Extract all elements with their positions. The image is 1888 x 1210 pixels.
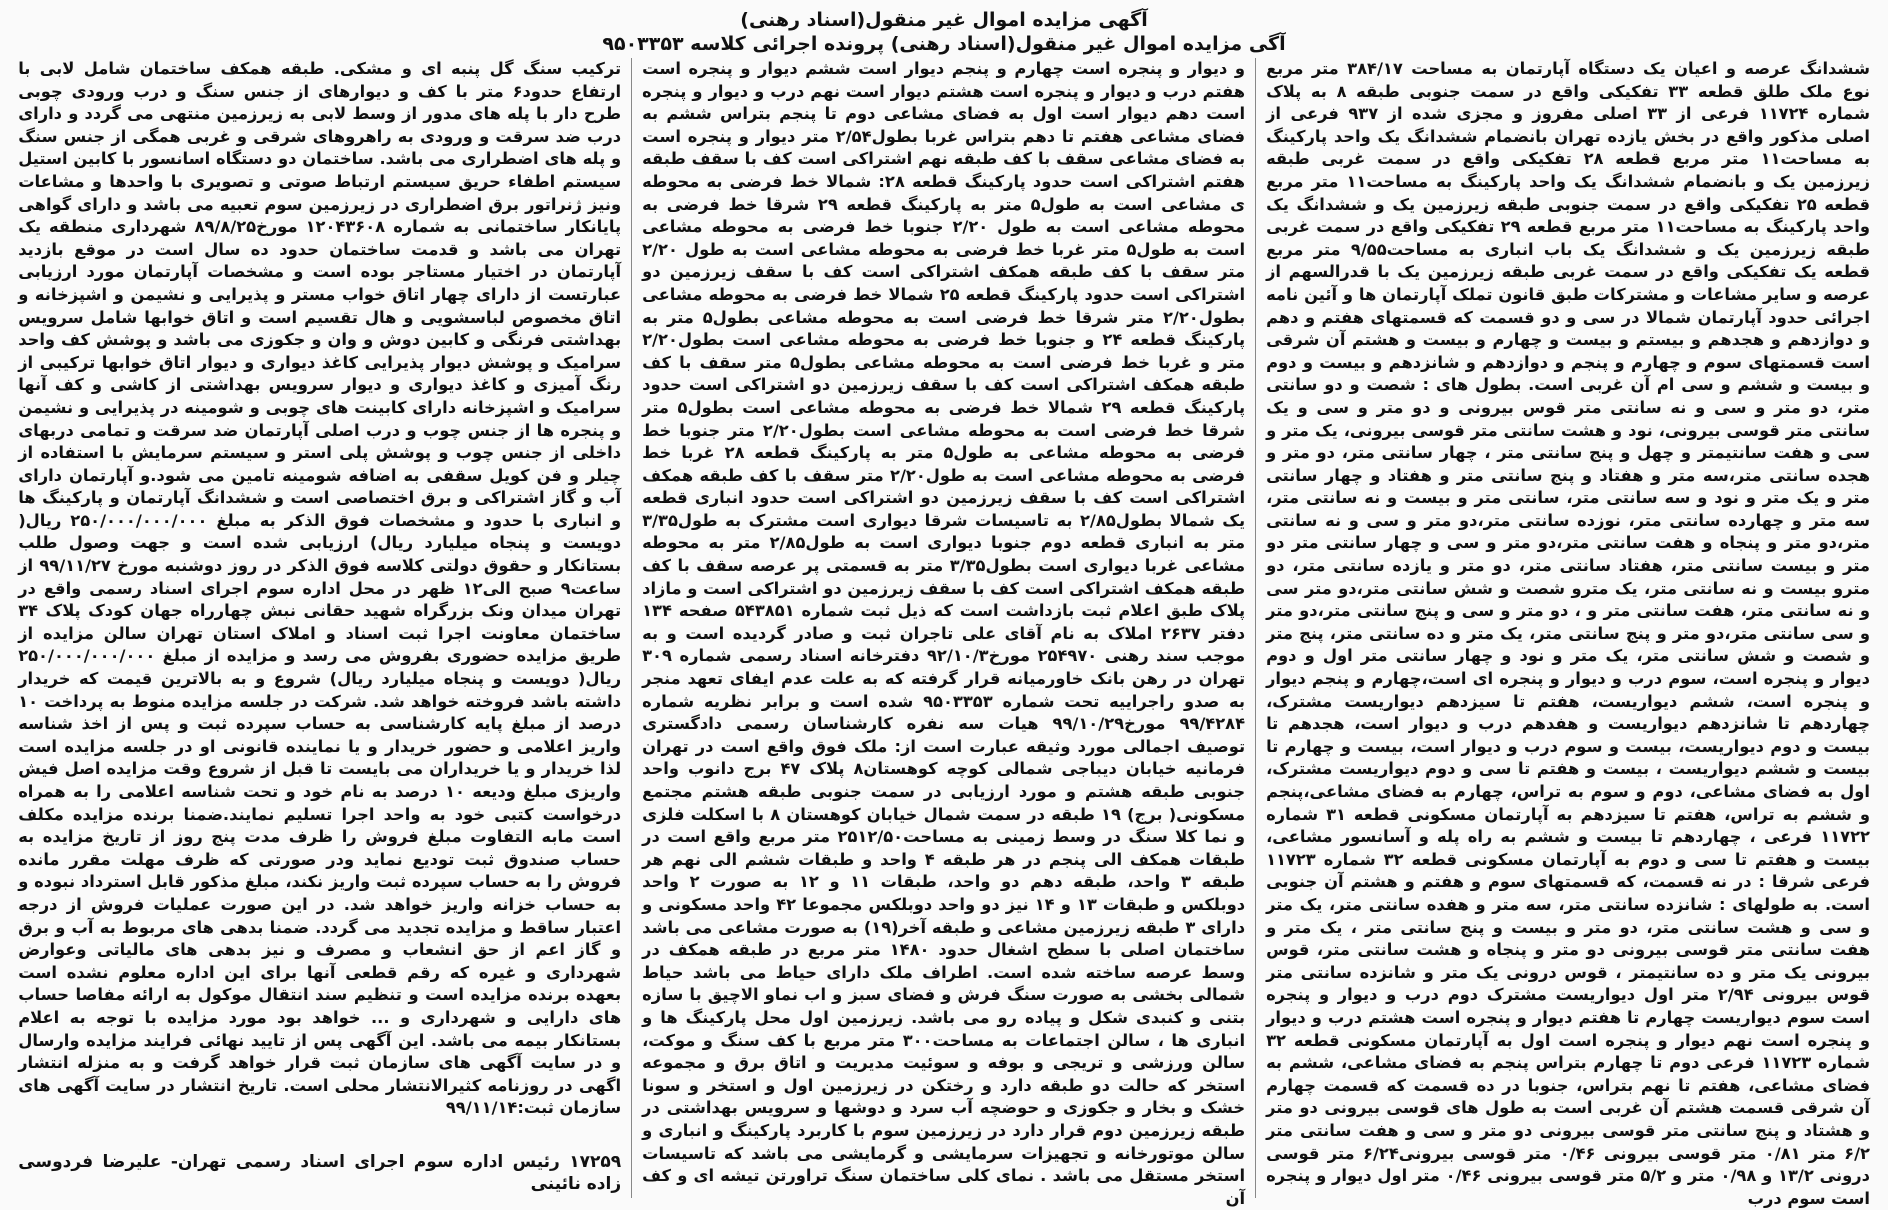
column-text: و دیوار و پنجره است چهارم و پنجم دیوار است ششم دیوار و پنجره است هفتم درب و دیوار و پنجره است هشتم دیوار است نهم درب و دیوار و پنجره است دهم دیوار است اول به فضای مشاعی دوم تا پنجم بتراس ششم به فضای مشاعی هفتم تا دهم بتراس غربا بطول۲/۵۴ متر دیوار و پنجره است به فضای مشاعی سقف با کف طبقه نهم اشتراکی است کف با سقف طبقه هفتم اشتراکی است حدود پارکینگ قطعه ۲۸: شمالا خط فرضی به محوطه ی مشاعی است به طول۵ متر به پارکینگ قطعه ۲۹ شرقا خط فرضی به محوطه مشاعی است به طول ۲/۲۰ جنوبا خط فرضی به محوطه مشاعی است به طول۵ متر غربا خط فرضی به محوطه مشاعی است به طول ۲/۲۰ متر سقف با کف طبقه همکف اشتراکی است کف با سقف زیرزمین دو اشتراکی است حدود پارکینگ قطعه ۲۵ شمالا خط فرضی به محوطه مشاعی بطول۲/۲۰ متر شرقا خط فرضی است به محوطه مشاعی بطول۵ متر به پارکینگ قطعه ۲۴ و جنوبا خط فرضی به محوطه مشاعی است بطول۲/۲۰ متر و غربا خط فرضی است به محوطه مشاعی بطول۵ متر سقف با کف طبقه همکف اشتراکی است کف با سقف زیرزمین دو اشتراکی است حدود پارکینگ قطعه ۲۹ شمالا خط فرضی به محوطه مشاعی است بطول۵ متر شرقا خط فرضی است به محوطه مشاعی است بطول۲/۲۰ متر جنوبا خط فرضی به محوطه مشاعی به طول۵ متر به پارکینگ قطعه ۲۸ غربا خط فرضی به محوطه مشاعی است به طول۲/۲۰ متر سقف با کف طبقه همکف اشتراکی است کف با سقف زیرزمین دو اشتراکی است حدود انباری قطعه یک شمالا بطول۲/۸۵ به تاسیسات شرقا دیواری است مشترک به طول۳/۳۵ متر به انباری قطعه دوم جنوبا دیواری است به طول۲/۸۵ متر به محوطه مشاعی غربا دیواری است بطول۳/۳۵ متر به قسمتی پر عرصه سقف با کف طبقه همکف اشتراکی است کف با سقف زیرزمین دو اشتراکی است و مازاد پلاک طبق اعلام ثبت بازداشت است که ذیل ثبت شماره ۵۴۳۸۵۱ صفحه ۱۳۴ دفتر ۲۶۳۷ املاک به نام آقای علی تاجران ثبت و صادر گردیده است و به موجب سند رهنی ۲۵۴۹۷۰ مورخ۹۲/۱۰/۳ دفترخانه اسناد رسمی شماره ۳۰۹ تهران در رهن بانک خاورمیانه قرار گرفته که به علت عدم ایفای تعهد منجر به صدو راجراییه تحت شماره ۹۵۰۳۳۵۳ شده است و برابر نظریه شماره ۹۹/۴۲۸۴ مورخ۹۹/۱۰/۲۹ هیات سه نفره کارشناسان رسمی دادگستری توصیف اجمالی مورد وثیقه عبارت است از: ملک فوق واقع است در تهران فرمانیه خیابان دیباجی شمالی کوچه کوهستان۸ پلاک ۴۷ برج دانوب واحد جنوبی طبقه هشتم و مورد ارزیابی در سمت جنوبی طبقه هشتم مجتمع مسکونی( برج) ۱۹ طبقه در سمت شمال خیابان کوهستان ۸ با اسکلت فلزی و نما کلا سنگ در وسط زمینی به مساحت۲۵۱۲/۵۰ متر مربع واقع است در طبقات همکف الی پنجم در هر طبقه ۴ واحد و طبقات ششم الی نهم هر طبقه ۳ واحد، طبقه دهم دو واحد، طبقات ۱۱ و ۱۲ به صورت ۲ واحد دوبلکس و طبقات ۱۳ و ۱۴ نیز دو واحد دوبلکس مجموعا ۴۲ واحد مسکونی و دارای ۳ طبقه زیرزمین مشاعی و طبقه آخر(۱۹) به صورت مشاعی می باشد ساختمان اصلی با سطح اشغال حدود ۱۴۸۰ متر مربع در طبقه همکف در وسط عرصه ساخته شده است. اطراف ملک دارای حیاط می باشد حیاط شمالی بخشی به صورت سنگ فرش و فضای سبز و اب نماو الاچیق با سازه بتنی و کنبدی شکل و پیاده رو می باشد. زیرزمین اول محل پارکینگ ها و انباری ها ، سالن اجتماعات به مساحت۳۰۰ متر مربع با کف سنگ و موکت، سالن ورزشی و تریجی و بوفه و سوئیت مدیریت و اتاق برق و مجموعه استخر که حالت دو طبقه دارد و رختکن در زیرزمین اول و استخر و سونا خشک و بخار و جکوزی و حوضچه آب سرد و دوشها و سرویس بهداشتی در طبقه زیرزمین دوم قرار دارد در زیرزمین سوم با کاربرد پارکینگ و انباری و سالن موتورخانه و تجهیزات سرمایشی و گرمایشی می باشد که تاسیسات استخر مستقل می باشد . نمای کلی ساختمان سنگ تراورتن تیشه ای و کف آن <box>642 59 1246 1208</box>
signature-line: ۱۷۲۵۹ رئیس اداره سوم اجرای اسناد رسمی تهران- علیرضا فردوسی زاده نائینی <box>18 1151 622 1195</box>
column-text: ترکیب سنگ گل پنبه ای و مشکی. طبقه همکف ساختمان شامل لابی با ارتفاع حدود۶ متر با کف و دیوارهای از جنس سنگ و درب ورودی چوبی طرح دار با پله های مدور از وسط لابی به زیرزمین منتهی می گردد و دارای درب ضد سرقت و ورودی به راهروهای شرقی و غربی همگی از جنس سنگ و پله های اضطراری می باشد. ساختمان دو دستگاه اسانسور با کابین استیل سیستم اطفاء حریق سیستم ارتباط صوتی و تصویری با واحدها و مشاعات ونیز ژنراتور برق اضطراری در زیرزمین سوم تعبیه می باشد و دارای گواهی پایانکار ساختمانی به شماره ۱۲۰۴۳۶۰۸ مورخ۸۹/۸/۲۵ شهرداری منطقه یک تهران می باشد و قدمت ساختمان حدود ده سال است در موقع بازدید آپارتمان در اختیار مستاجر بوده است و مشخصات آپارتمان مورد ارزیابی عبارتست از دارای چهار اتاق خواب مستر و پذیرایی و نشیمن و اشپزخانه و اتاق مخصوص لباسشویی و هال تقسیم است و اتاق خوابها شامل سرویس بهداشتی فرنگی و کابین دوش و وان و جکوزی می باشد و پوشش کف واحد سرامیک و پوشش دیوار پذیرایی کاغذ دیواری و دیوار اتاق خوابها ترکیبی از رنگ آمیزی و کاغذ دیواری و دیوار سرویس بهداشتی از کاشی و کف آنها سرامیک و اشپزخانه دارای کابینت های چوبی و شومینه در پذیرایی و نشیمن و پنجره ها از جنس چوب و درب اصلی آپارتمان ضد سرقت و تمامی دربهای داخلی از جنس چوب و پوشش پلی استر و سیستم سرمایش با استفاده از چیلر و فن کویل سقفی به اضافه شومینه تامین می شود.و آپارتمان دارای آب و گاز اشتراکی و برق اختصاصی است و ششدانگ آپارتمان و پارکینگ ها و انباری با حدود و مشخصات فوق الذکر به مبلغ ۲۵۰/۰۰۰/۰۰۰/۰۰۰ ریال( دویست و پنجاه میلیارد ریال) ارزیابی شده است و جهت وصول طلب بستانکار و حقوق دولتی کلاسه فوق الذکر در روز دوشنبه مورخ ۹۹/۱۱/۲۷ از ساعت۹ صبح الی۱۲ ظهر در محل اداره سوم اجرای اسناد رسمی واقع در تهران میدان ونک بزرگراه شهید حقانی نبش چهارراه جهان کودک پلاک ۳۴ ساختمان معاونت اجرا ثبت اسناد و املاک استان تهران سالن مزایده از طریق مزایده حضوری بفروش می رسد و مزایده از مبلغ ۲۵۰/۰۰۰/۰۰۰/۰۰۰ ریال( دویست و پنجاه میلیارد ریال) شروع و به بالاترین قیمت که خریدار داشته باشد فروخته خواهد شد. شرکت در جلسه مزایده منوط به پرداخت ۱۰ درصد از مبلغ پایه کارشناسی به حساب سپرده ثبت و پس از اخذ شناسه واریز اعلامی و حضور خریدار و یا نماینده قانونی او در جلسه مزایده است لذا خریدار و یا خریداران می بایست تا قبل از شروع وقت مزایده اصل فیش واریزی مبلغ ودیعه ۱۰ درصد به نام خود و تحت شناسه اعلامی را به همراه درخواست کتبی خود به واحد اجرا تسلیم نمایند.ضمنا برنده مزایده مکلف است مابه التفاوت مبلغ فروش را ظرف مدت پنج روز از تاریخ مزایده به حساب صندوق ثبت تودیع نماید ودر صورتی که ظرف مهلت مقرر مانده فروش را به حساب سپرده ثبت واریز نکند، مبلغ مذکور قابل استرداد نبوده و به حساب خزانه واریز خواهد شد. در این صورت عملیات فروش از درجه اعتبار ساقط و مزایده تجدید می گردد. ضمنا بدهی های مربوط به آب و برق و گاز اعم از حق انشعاب و مصرف و نیز بدهی های مالیاتی وعوارض شهرداری و غیره که رقم قطعی آنها برای این اداره معلوم نشده است بعهده برنده مزایده است و تنظیم سند انتقال موکول به ارائه مفاصا حساب های دارایی و شهرداری و ... خواهد بود مورد مزایده با توجه به اعلام بستانکار بیمه می باشد. این آگهی پس از تایید نهائی فرایند مزایده وارسال و در سایت آگهی های سازمان ثبت قرار خواهد گرفت و به منزله انتشار اگهی در روزنامه کثیرالانتشار محلی است. تاریخ انتشار در سایت آگهی های سازمان ثبت:۹۹/۱۱/۱۴ <box>18 59 622 1118</box>
column-middle <box>632 58 1256 1208</box>
column-left <box>8 58 632 1198</box>
notice-title: آگهی مزایده اموال غیر منقول(اسناد رهنی) <box>740 9 1148 31</box>
column-right <box>1256 58 1880 1208</box>
text-columns <box>8 58 1880 1208</box>
column-text: ششدانگ عرصه و اعیان یک دستگاه آپارتمان به مساحت ۳۸۴/۱۷ متر مربع نوع ملک طلق قطعه ۳۳ تفکیکی واقع در سمت جنوبی طبقه ۸ به پلاک شماره ۱۱۷۲۴ فرعی از ۳۳ اصلی مفروز و مجزی شده از ۹۳۷ فرعی از اصلی مذکور واقع در بخش یازده تهران بانضمام ششدانگ یک واحد پارکینگ به مساحت۱۱ متر مربع قطعه ۲۸ تفکیکی واقع در سمت غربی طبقه زیرزمین یک و بانضمام ششدانگ یک واحد پارکینگ به مساحت۱۱ متر مربع قطعه ۲۵ تفکیکی واقع در سمت جنوبی طبقه زیرزمین یک و ششدانگ یک واحد پارکینگ به مساحت۱۱ متر مربع قطعه ۲۹ تفکیکی واقع در سمت غربی طبقه زیرزمین یک و ششدانگ یک باب انباری به مساحت۹/۵۵ متر مربع قطعه یک تفکیکی واقع در سمت غربی طبقه زیرزمین یک با قدرالسهم از عرصه و سایر مشاعات و مشترکات طبق قانون تملک آپارتمان ها و آئین نامه اجرائی حدود آپارتمان شمالا در سی و دو قسمت که قسمتهای هفتم و دهم و دوازدهم و هجدهم و بیستم و بیست و چهارم و بیست و هشتم آن شرقی است قسمتهای سوم و چهارم و پنجم و دوازدهم و شانزدهم و بیست و دوم و بیست و ششم و سی ام آن غربی است. بطول های : شصت و دو سانتی متر، دو متر و سی و نه سانتی متر قوس بیرونی و دو متر و سی و یک سانتی متر قوسی بیرونی، نود و هشت سانتی متر قوسی بیرونی، یک متر و سی و هفت سانتیمتر و چهل و پنج سانتی متر ، چهار سانتی متر، دو متر و هجده سانتی متر،سه متر و هفتاد و پنج سانتی متر و هفتاد و چهار سانتی متر و یک متر و نود و سه سانتی متر، سانتی متر و بیست و نه سانتی متر، سه متر و چهارده سانتی متر، نوزده سانتی متر،دو متر و سی و نه سانتی متر،دو متر و پنجاه و هفت سانتی متر،دو متر و سی و چهار سانتی متر دو متر و بیست سانتی متر، هفتاد سانتی متر، دو متر و یازده سانتی متر، دو مترو بیست و نه سانتی متر، یک مترو شصت و شش سانتی متر،دو متر سی و نه سانتی متر، هفت سانتی متر و ، دو متر و سی و پنج سانتی متر،دو متر و سی سانتی متر،دو متر و پنج سانتی متر، یک متر و ده سانتی متر، پنج متر و شصت و شش سانتی متر، یک متر و نود و چهار سانتی متر اول و دوم دیوار و پنجره است، سوم درب و دیوار و پنجره ای است،چهارم و پنجم دیوار و پنجره است، ششم دیواریست، هفتم تا سیزدهم دیواریست مشترک، چهاردهم تا شانزدهم دیواریست و هفدهم درب و دیوار است، هجدهم تا بیست و دوم دیواریست، بیست و سوم درب و دیوار است، بیست و چهارم تا بیست و ششم دیواریست ، بیست و هفتم تا سی و دوم دیواریست مشترک، اول به فضای مشاعی، دوم و سوم به تراس، چهارم به فضای مشاعی،پنجم و ششم به تراس، هفتم تا سیزدهم به آپارتمان مسکونی قطعه ۳۱ شماره ۱۱۷۲۲ فرعی ، چهاردهم تا بیست و ششم به راه پله و آسانسور مشاعی، بیست و هفتم تا سی و دوم به آپارتمان مسکونی قطعه ۳۲ شماره ۱۱۷۲۳ فرعی شرقا : در نه قسمت، که قسمتهای سوم و هفتم و هشتم آن جنوبی است. به طولهای : شانزده سانتی متر، سه متر و هفده سانتی متر، یک متر و سی و هشت سانتی متر، دو متر و بیست و پنج سانتی متر ، یک متر و هفت سانتی متر قوسی بیرونی دو متر و پنجاه و هشت سانتی متر، قوس بیرونی یک متر و ده سانتیمتر ، قوس درونی یک متر و شانزده سانتی متر قوس بیرونی ۲/۹۴ متر اول دیواریست مشترک دوم درب و دیوار و پنجره است سوم دیواریست چهارم تا هفتم دیوار و پنجره است هشتم درب و دیوار و پنجره است نهم دیوار و پنجره است اول به آپارتمان مسکونی قطعه ۳۲ شماره ۱۱۷۲۳ فرعی دوم تا چهارم بتراس پنجم به فضای مشاعی، ششم به فضای مشاعی، هفتم تا نهم بتراس، جنوبا در ده قسمت که قسمت چهارم آن شرقی قسمت هشتم آن غربی است به طول های قوسی بیرونی دو متر و هشتاد و پنج سانتی متر قوسی بیرونی دو متر و سی و هفت سانتی متر ۶/۲ متر ۰/۸۱ متر قوسی بیرونی ۰/۴۶ متر قوسی بیرونی۶/۲۴ متر قوسی درونی ۱۳/۲ و ۰/۹۸ متر و ۵/۲ متر قوسی بیرونی ۰/۴۶ متر اول دیوار و پنجره است سوم درب <box>1266 59 1871 1208</box>
notice-subtitle: آگی مزایده اموال غیر منقول(اسناد رهنی) پرونده اجرائی کلاسه ۹۵۰۳۳۵۳ <box>602 33 1286 55</box>
